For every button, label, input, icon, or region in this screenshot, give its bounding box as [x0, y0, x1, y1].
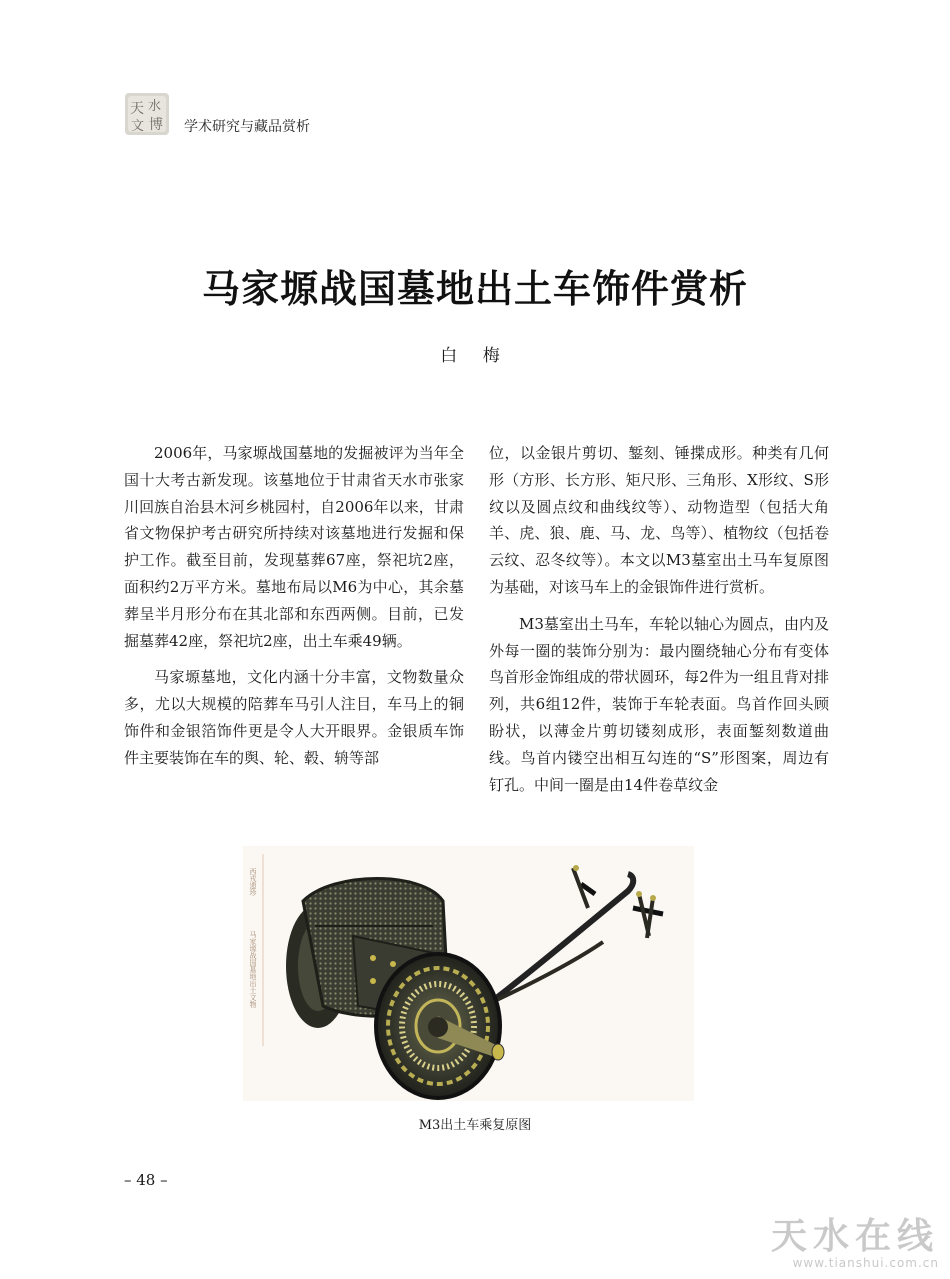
- section-label: 学术研究与藏品赏析: [184, 119, 310, 135]
- figure-side-text-1: 西戎遗珍: [249, 868, 257, 896]
- logo-text-1: 天: [130, 101, 144, 117]
- chariot-figure: [243, 846, 694, 1101]
- article-title: 马家塬战国墓地出土车饰件赏析: [201, 266, 748, 311]
- journal-logo: [124, 92, 170, 136]
- chariot-illustration: [243, 846, 694, 1101]
- paragraph: 位，以金银片剪切、錾刻、锤揲成形。种类有几何形（方形、长方形、矩尺形、三角形、X形纹、S形纹以及圆点纹和曲线纹等）、动物造型（包括大角羊、虎、狼、鹿、马、龙、鸟等）、植物纹（包括卷云纹、忍冬纹等）。本文以M3墓室出土马车复原图为基础，对该马车上的金银饰件进行赏析。: [489, 444, 829, 596]
- svg-text:文: 文: [131, 119, 145, 134]
- page-number: – 48 –: [124, 1171, 168, 1189]
- svg-text:水: 水: [148, 99, 162, 114]
- left-column: [124, 440, 464, 782]
- paragraph: 2006年，马家塬战国墓地的发掘被评为当年全国十大考古新发现。该墓地位于甘肃省天水市张家川回族自治县木河乡桃园村，自2006年以来，甘肃省文物保护考古研究所持续对该墓地进行发掘和保护工作。截至目前，发现墓葬67座，祭祀坑2座，面积约2万平方米。墓地布局以M6为中心，其余墓葬呈半月形分布在其北部和东西两侧。目前，已发掘墓葬42座，祭祀坑2座，出土车乘49辆。: [124, 444, 464, 650]
- watermark-text: 天水在线: [770, 1216, 939, 1257]
- watermark: [770, 1208, 945, 1278]
- watermark-url: www.tianshui.com.cn: [792, 1256, 939, 1270]
- right-column: [489, 440, 829, 808]
- figure-caption: M3出土车乘复原图: [418, 1118, 532, 1133]
- article-author: 白 梅: [440, 346, 510, 366]
- svg-text:博: 博: [149, 117, 163, 133]
- figure-side-text-2: 马家塬战国墓地出土文物: [249, 931, 257, 1008]
- paragraph: M3墓室出土马车，车轮以轴心为圆点，由内及外每一圈的装饰分别为：最内圈绕轴心分布有变体鸟首形金饰组成的带状圆环，每2件为一组且背对排列，共6组12件，装饰于车轮表面。鸟首作回头顾盼状，以薄金片剪切镂刻成形，表面錾刻数道曲线。鸟首内镂空出相互勾连的“S”形图案，周边有钉孔。中间一圈是由14件卷草纹金: [489, 614, 829, 794]
- paragraph: 马家塬墓地，文化内涵十分丰富，文物数量众多，尤以大规模的陪葬车马引人注目，车马上的铜饰件和金银箔饰件更是令人大开眼界。金银质车饰件主要装饰在车的舆、轮、毂、辀等部: [124, 668, 464, 767]
